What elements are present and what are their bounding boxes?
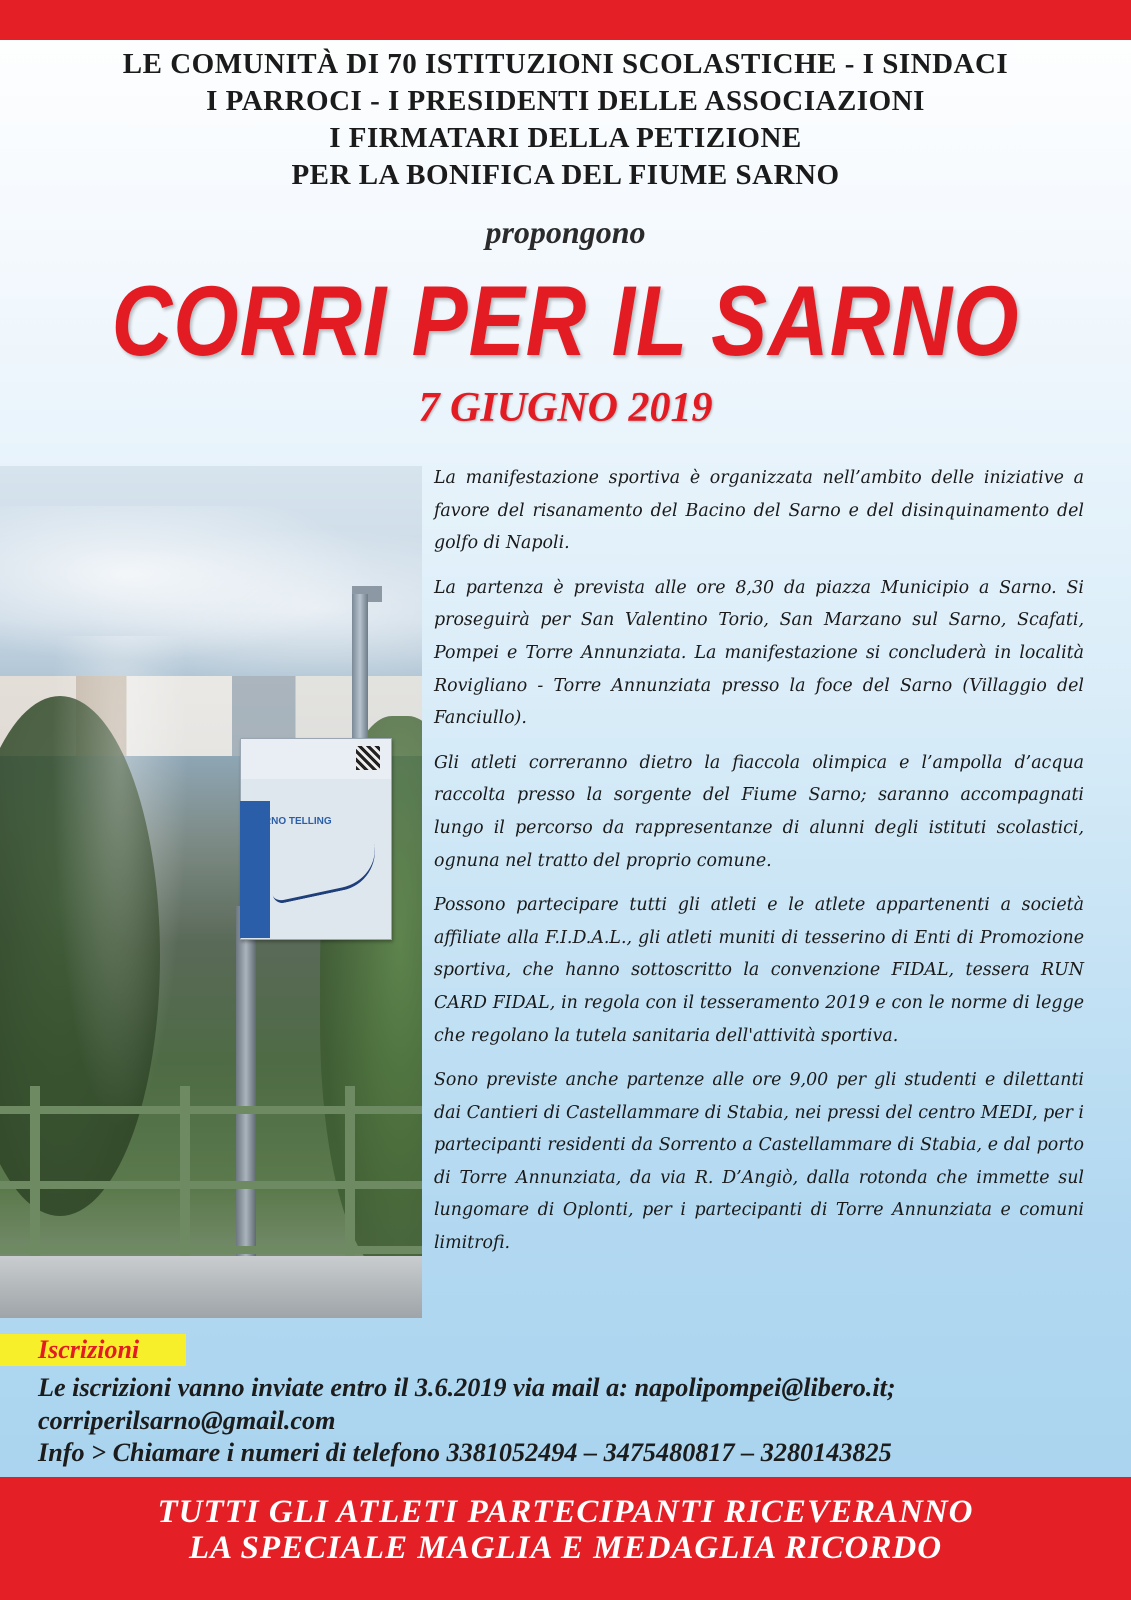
info-sign-label: SARNO TELLING <box>250 816 332 827</box>
prize-line: LA SPECIALE MAGLIA E MEDAGLIA RICORDO <box>188 1530 943 1566</box>
description-paragraph: Sono previste anche partenze alle ore 9,00 per gli studenti e dilettanti dai Cantieri di Castellammare di Stabia, nei pressi del centro MEDI, per i partecipanti residenti da Sorrento a Castellammare di Stabia, e dal porto di Torre Annunziata, da via R. D’Angiò, dalla rotonda che immette sul lungomare di Oplonti, per i partecipanti di Torre Annunziata e comuni limitrofi. <box>434 1070 1084 1254</box>
intro-word: propongono <box>485 214 646 250</box>
river-photo <box>0 466 422 1318</box>
header-line: PER LA BONIFICA DEL FIUME SARNO <box>291 159 840 191</box>
railing-bar <box>0 1246 422 1254</box>
organizers-header <box>0 46 1131 194</box>
iscrizioni-info <box>38 1372 1118 1470</box>
description-paragraph: La partenza è prevista alle ore 8,30 da piazza Municipio a Sarno. Si proseguirà per San Valentino Torio, San Marzano sul Sarno, Scafati, Pompei e Torre Annunziata. La manifestazione si concluderà in località Rovigliano - Torre Annunziata presso la foce del Sarno (Villaggio del Fanciullo). <box>434 577 1084 729</box>
description-paragraph: Gli atleti correranno dietro la fiaccola olimpica e l’ampolla d’acqua raccolta presso la sorgente del Fiume Sarno; saranno accompagnati lungo il percorso da rappresentanze di alunni degli istituti scolastici, ognuna nel tratto del proprio comune. <box>434 752 1084 871</box>
photo-ledge <box>0 1256 422 1318</box>
iscrizioni-line: Le iscrizioni vanno inviate entro il 3.6.2019 via mail a: napolipompei@libero.it; <box>38 1373 896 1402</box>
description-text <box>434 462 1084 1272</box>
qr-code-icon <box>356 746 380 770</box>
iscrizioni-label: Iscrizioni <box>0 1334 186 1366</box>
event-date: 7 GIUGNO 2019 <box>418 385 713 431</box>
prize-banner <box>0 1477 1131 1600</box>
prize-line: TUTTI GLI ATLETI PARTECIPANTI RICEVERANNO <box>157 1494 974 1530</box>
railing-bar <box>0 1181 422 1189</box>
description-paragraph: La manifestazione sportiva è organizzata nell’ambito delle iniziative a favore del risanamento del Bacino del Sarno e del disinquinamento del golfo di Napoli. <box>434 468 1084 554</box>
contact-email: corriperilsarno@gmail.com <box>38 1405 336 1435</box>
header-line: I FIRMATARI DELLA PETIZIONE <box>329 122 802 154</box>
header-line: I PARROCI - I PRESIDENTI DELLE ASSOCIAZIONI <box>206 85 925 117</box>
railing-bar <box>0 1106 422 1114</box>
top-red-band <box>0 0 1131 40</box>
header-line: LE COMUNITÀ DI 70 ISTITUZIONI SCOLASTICHE - I SINDACI <box>122 48 1009 80</box>
contact-phones: Info > Chiamare i numeri di telefono 3381052494 – 3475480817 – 3280143825 <box>38 1438 892 1467</box>
event-title: CORRI PER IL SARNO <box>111 265 1020 377</box>
description-paragraph: Possono partecipare tutti gli atleti e le atlete appartenenti a società affiliate alla F.I.D.A.L., gli atleti muniti di tesserino di Enti di Promozione sportiva, che hanno sottoscritto la convenzione FIDAL, tessera RUN CARD FIDAL, in regola con il tesseramento 2019 e con le norme di legge che regolano la tutela sanitaria dell'attività sportiva. <box>434 895 1084 1046</box>
